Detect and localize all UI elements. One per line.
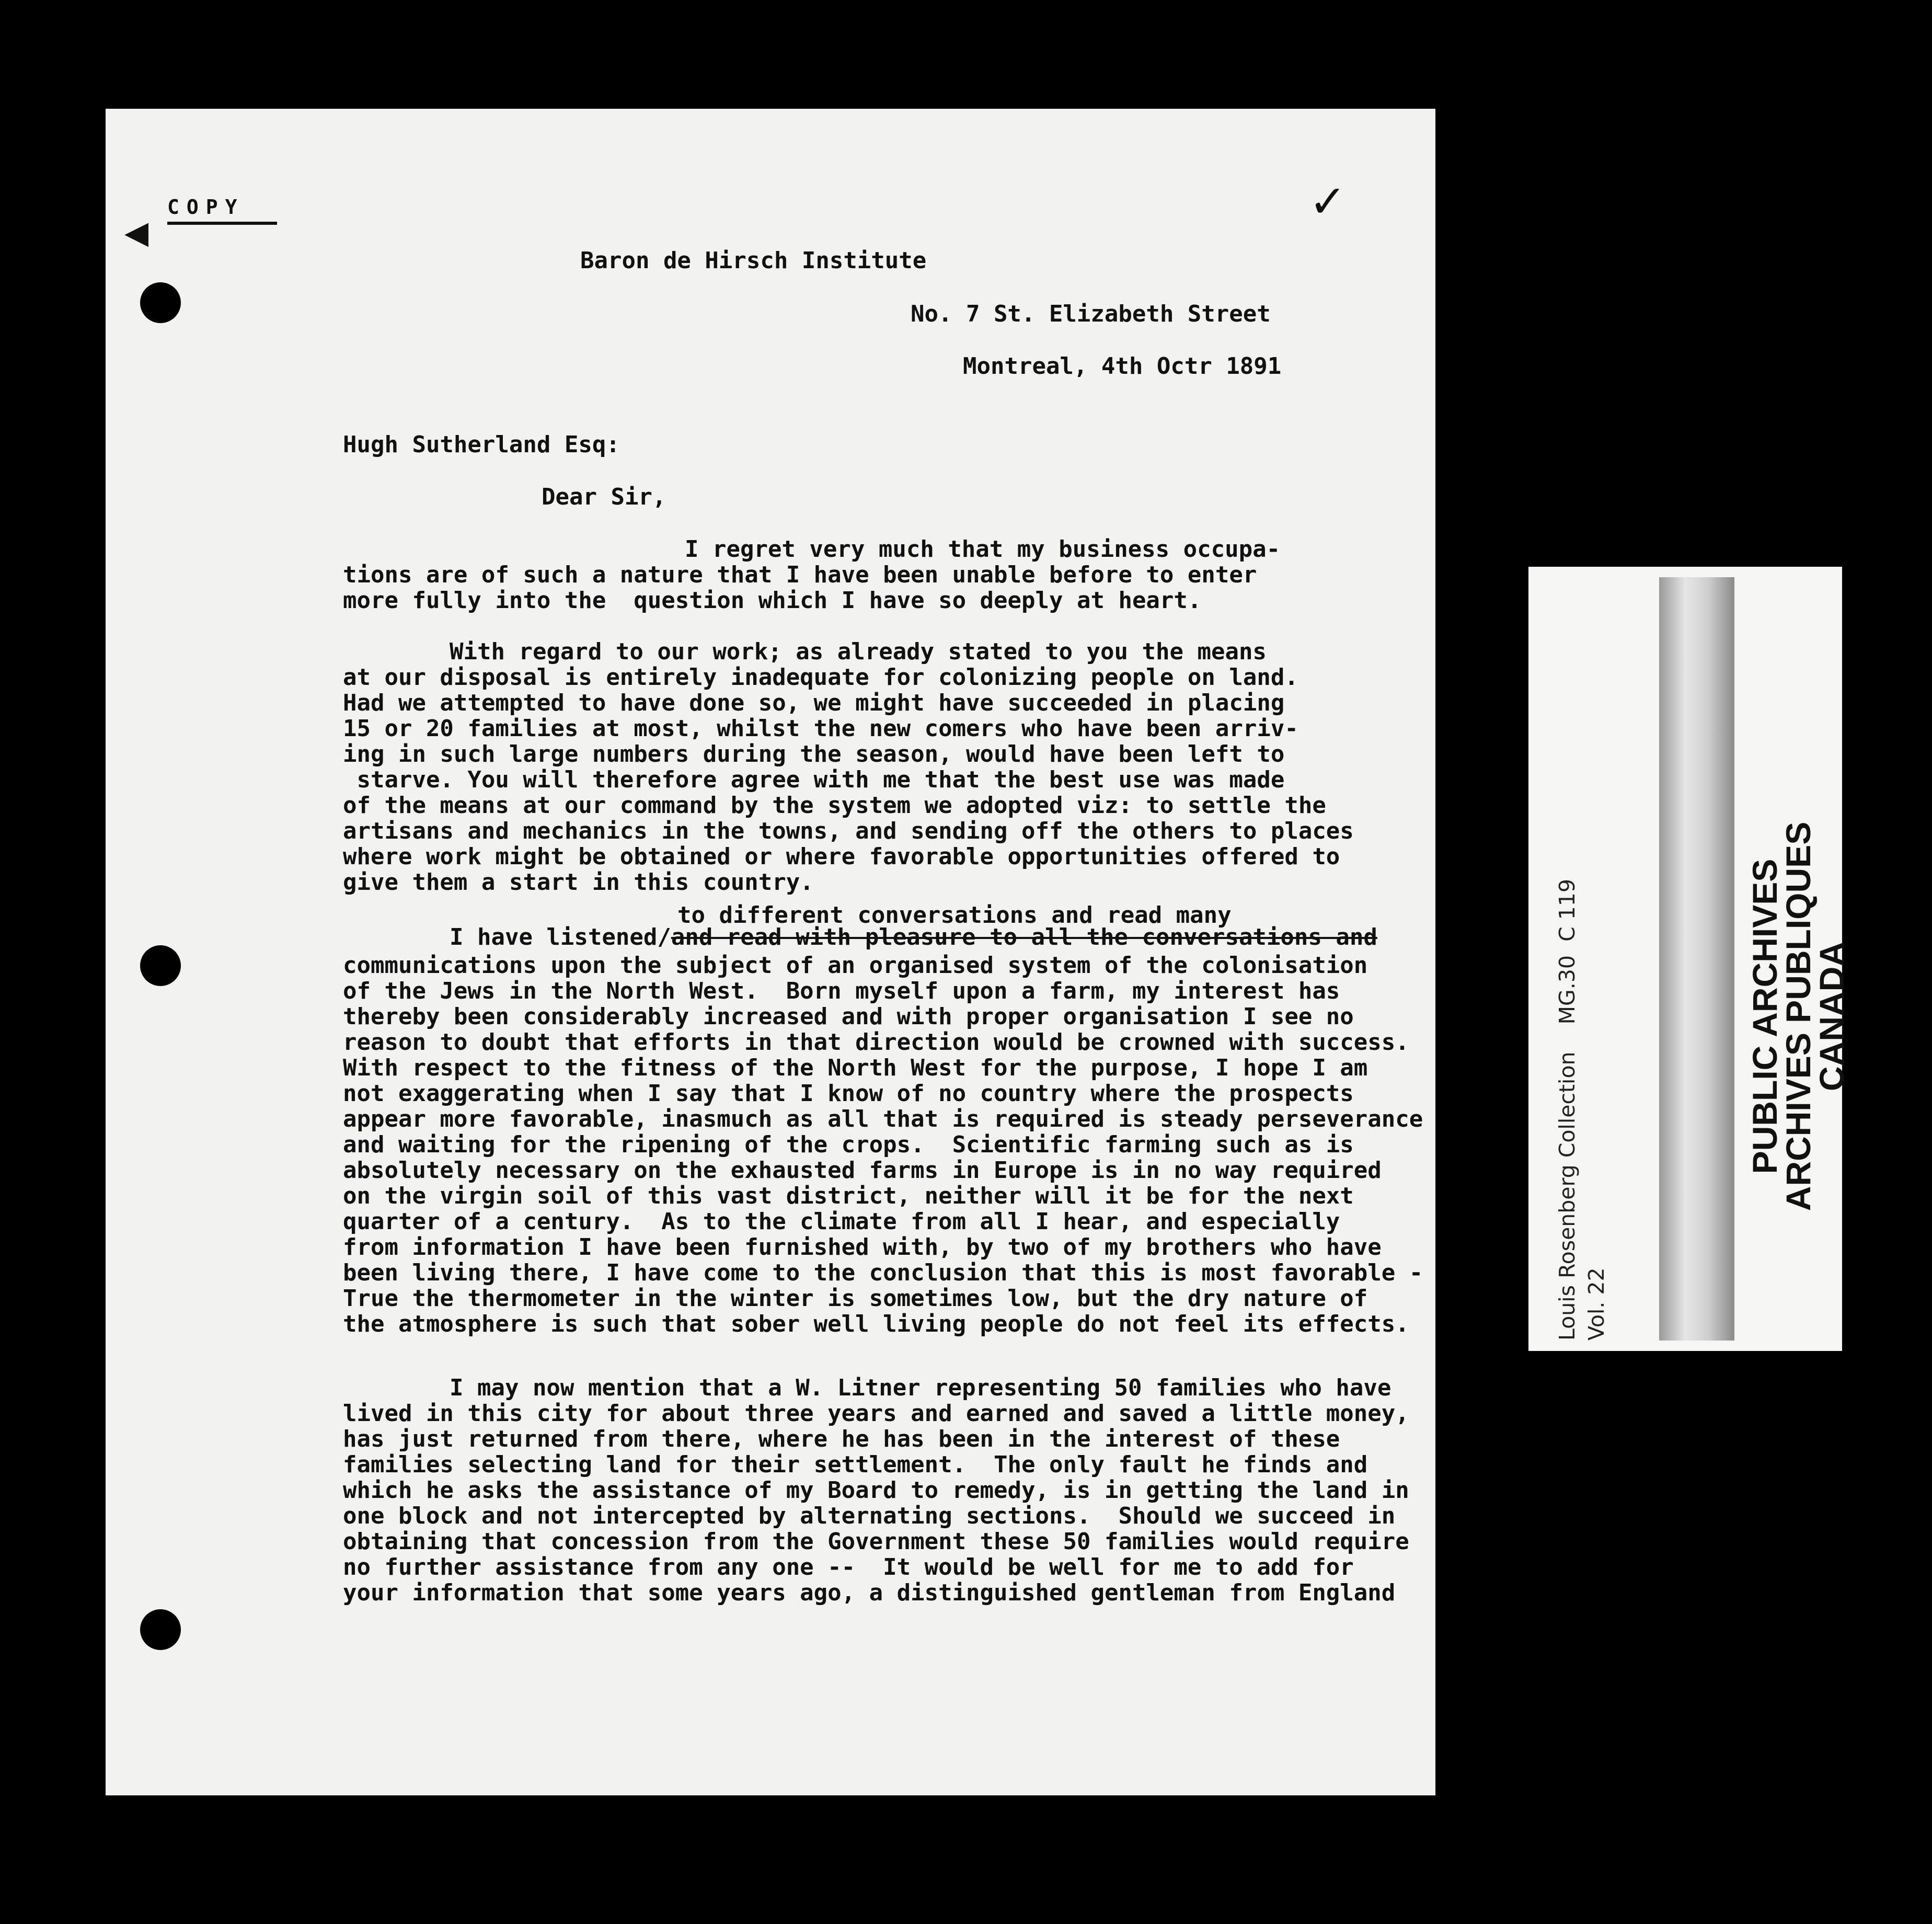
paragraph-line: 15 or 20 families at most, whilst the new comers who have been arriv- bbox=[343, 715, 1298, 742]
archives-line: CANADA bbox=[1812, 942, 1851, 1091]
paragraph-line: at our disposal is entirely inadequate for colonizing people on land. bbox=[343, 664, 1298, 691]
paragraph-line: lived in this city for about three years and earned and saved a little money, bbox=[343, 1400, 1409, 1427]
punch-hole-middle bbox=[140, 945, 181, 986]
arrow-marker-icon: ◀ bbox=[124, 214, 149, 251]
paragraph-line: one block and not intercepted by alternating sections. Should we succeed in bbox=[343, 1503, 1396, 1529]
paragraph-line: appear more favorable, inasmuch as all that is required is steady perseverance bbox=[343, 1106, 1423, 1132]
handwritten-insertion: to different conversations and read many bbox=[677, 902, 1232, 929]
paragraph-line: absolutely necessary on the exhausted farms in Europe is in no way required bbox=[343, 1157, 1382, 1184]
paragraph-line: where work might be obtained or where favorable opportunities offered to bbox=[343, 843, 1340, 870]
paragraph-line-start: I have listened/ bbox=[450, 924, 671, 950]
paragraph-line: the atmosphere is such that sober well living people do not feel its effects. bbox=[343, 1311, 1409, 1337]
archives-line: PUBLIC ARCHIVES bbox=[1745, 858, 1784, 1174]
paragraph-line: thereby been considerably increased and with proper organisation I see no bbox=[343, 1003, 1354, 1030]
paragraph-line: and waiting for the ripening of the crops. Scientific farming such as is bbox=[343, 1131, 1354, 1158]
paragraph-line: I may now mention that a W. Litner representing 50 families who have bbox=[450, 1375, 1392, 1401]
recipient: Hugh Sutherland Esq: bbox=[343, 431, 620, 458]
copy-underline bbox=[167, 222, 277, 225]
archives-stamp-text bbox=[1745, 818, 1851, 1215]
address: No. 7 St. Elizabeth Street bbox=[911, 301, 1271, 327]
place-date: Montreal, 4th Octr 1891 bbox=[963, 353, 1282, 380]
paragraph-line: which he asks the assistance of my Board to remedy, is in getting the land in bbox=[343, 1477, 1409, 1504]
copy-label: COPY bbox=[167, 196, 245, 219]
paragraph-line: from information I have been furnished with, by two of my brothers who have bbox=[343, 1234, 1382, 1261]
paragraph-line: no further assistance from any one -- It would be well for me to add for bbox=[343, 1554, 1354, 1581]
paragraph-line: more fully into the question which I have so deeply at heart. bbox=[343, 587, 1202, 614]
paragraph-line-first bbox=[450, 924, 1377, 950]
struck-text: and read with pleasure to all the conversations and bbox=[671, 924, 1377, 950]
paragraph-line: families selecting land for their settlement. The only fault he finds and bbox=[343, 1451, 1368, 1478]
punch-hole-bottom bbox=[140, 1609, 181, 1650]
paragraph-line: Had we attempted to have done so, we might have succeeded in placing bbox=[343, 690, 1285, 716]
paragraph-line: True the thermometer in the winter is sometimes low, but the dry nature of bbox=[343, 1285, 1368, 1312]
paragraph-line: not exaggerating when I say that I know of no country where the prospects bbox=[343, 1080, 1354, 1107]
check-mark-icon: ✓ bbox=[1309, 176, 1347, 228]
paragraph-line: ing in such large numbers during the season, would have been left to bbox=[343, 741, 1285, 768]
punch-hole-top bbox=[140, 282, 181, 323]
paragraph-line: of the Jews in the North West. Born myself upon a farm, my interest has bbox=[343, 978, 1340, 1004]
paragraph-line: tions are of such a nature that I have been unable before to enter bbox=[343, 562, 1257, 588]
paragraph-line: starve. You will therefore agree with me that the best use was made bbox=[343, 766, 1285, 793]
paragraph-line: quarter of a century. As to the climate from all I hear, and especially bbox=[343, 1208, 1340, 1235]
paragraph-line: I regret very much that my business occupa- bbox=[685, 536, 1281, 563]
salutation: Dear Sir, bbox=[542, 484, 666, 510]
archive-stamp bbox=[1528, 567, 1851, 1351]
paragraph-line: has just returned from there, where he has been in the interest of these bbox=[343, 1426, 1340, 1452]
paragraph-line: With respect to the fitness of the North West for the purpose, I hope I am bbox=[343, 1055, 1368, 1081]
paragraph-line: of the means at our command by the system we adopted viz: to settle the bbox=[343, 792, 1326, 819]
letterhead: Baron de Hirsch Institute bbox=[580, 247, 927, 274]
paragraph-line: artisans and mechanics in the towns, and sending off the others to places bbox=[343, 818, 1354, 844]
paragraph-line: your information that some years ago, a distinguished gentleman from England bbox=[343, 1579, 1396, 1606]
paragraph-line: been living there, I have come to the conclusion that this is most favorable - bbox=[343, 1259, 1423, 1286]
collection-reference bbox=[1552, 879, 1611, 1341]
collection-volume: Vol. 22 bbox=[1584, 1267, 1609, 1341]
paragraph-line: obtaining that concession from the Government these 50 families would require bbox=[343, 1528, 1409, 1555]
collection-line: Louis Rosenberg Collection MG.30 C 119 bbox=[1555, 879, 1580, 1341]
paragraph-line: give them a start in this country. bbox=[343, 869, 814, 896]
paragraph-line: on the virgin soil of this vast district, neither will it be for the next bbox=[343, 1183, 1354, 1209]
stamp-band bbox=[1659, 577, 1734, 1341]
archives-line: ARCHIVES PUBLIQUES bbox=[1779, 821, 1818, 1211]
paragraph-line: reason to doubt that efforts in that direction would be crowned with success. bbox=[343, 1029, 1409, 1056]
paragraph-line: communications upon the subject of an organised system of the colonisation bbox=[343, 952, 1368, 979]
paragraph-line: With regard to our work; as already stated to you the means bbox=[450, 638, 1267, 665]
